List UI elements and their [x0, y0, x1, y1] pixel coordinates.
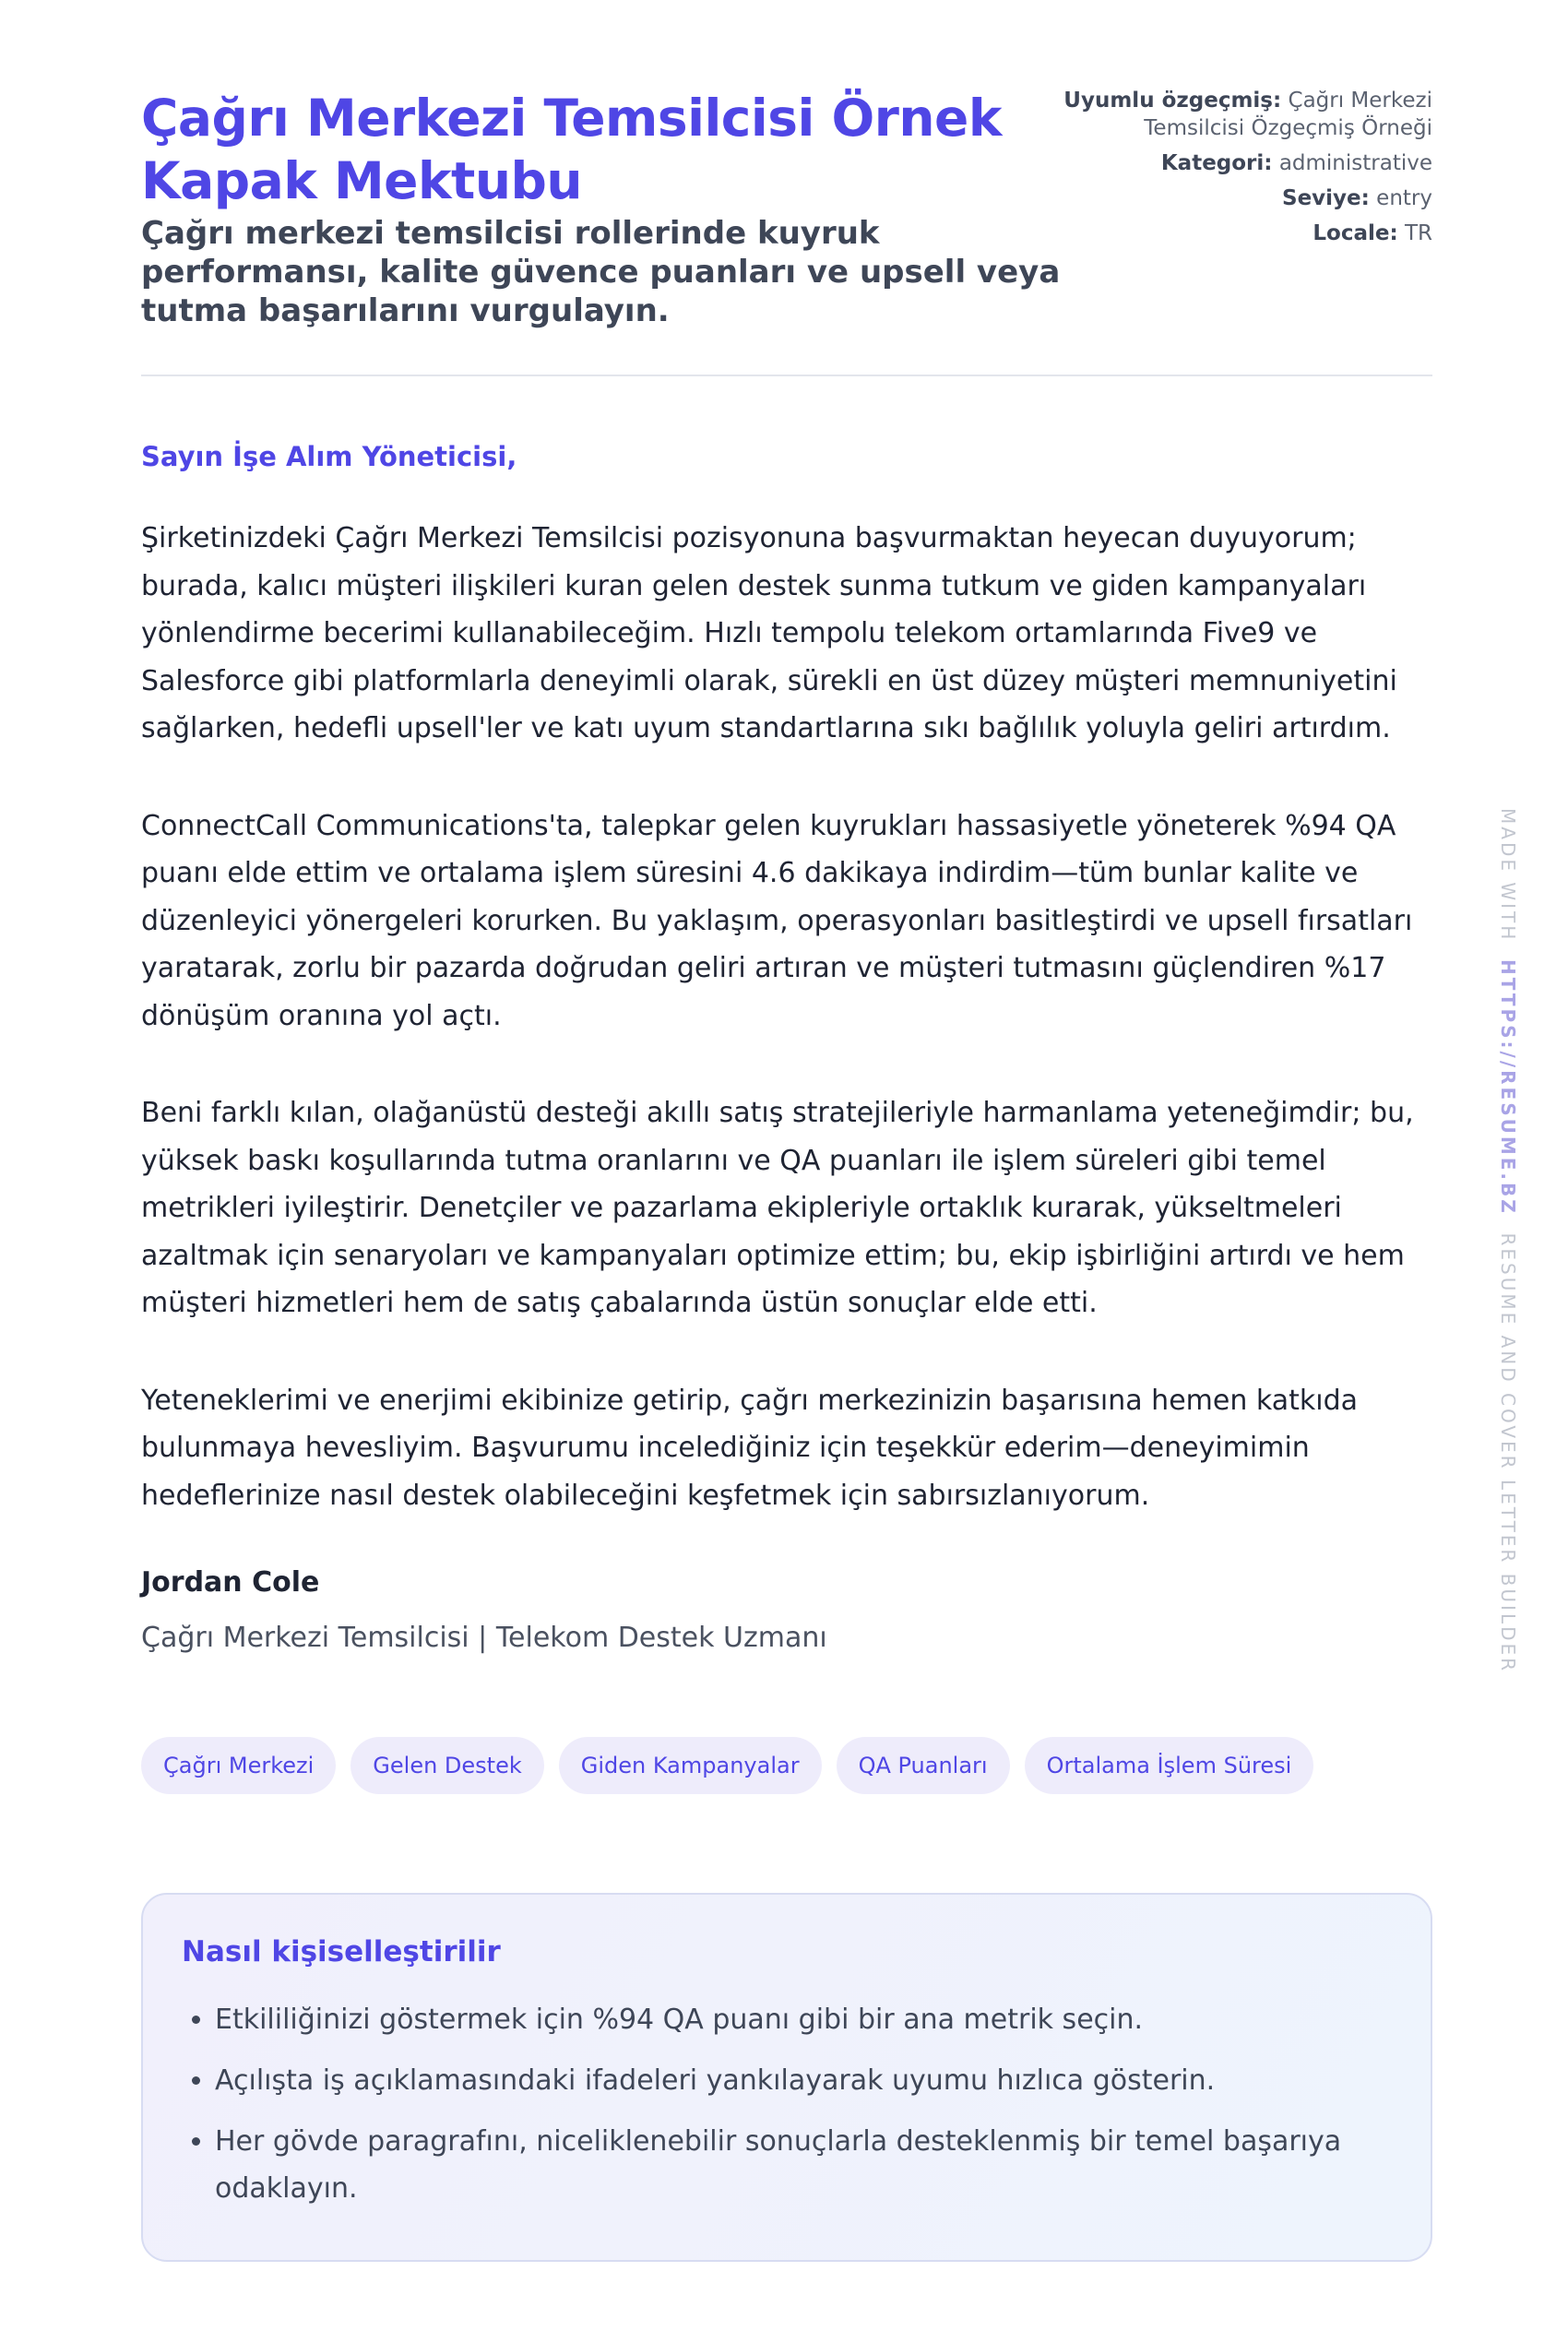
signature-name: Jordan Cole	[141, 1566, 320, 1599]
watermark-suffix: RESUME AND COVER LETTER BUILDER	[1497, 1232, 1519, 1674]
tag-chip: Gelen Destek	[350, 1737, 543, 1794]
tips-title: Nasıl kişiselleştirilir	[182, 1935, 501, 1968]
tag-chip: QA Puanları	[837, 1737, 1010, 1794]
page-subtitle: Çağrı merkezi temsilcisi rollerinde kuyruk performansı, kalite güvence puanları ve upsell veya tutma başarılarını vurgulayın.	[141, 215, 1061, 329]
meta-resume	[1045, 87, 1432, 142]
body-paragraph: Yeteneklerimi ve enerjimi ekibinize getirip, çağrı merkezinizin başarısına hemen katkıda bulunmaya hevesliyim. Başvurumu incelediğiniz için teşekkür ederim—deneyimimin hedeflerinize nasıl destek olabileceğini keşfetmek için sabırsızlanıyorum.	[141, 1384, 1359, 1512]
tip-item: • Açılışta iş açıklamasındaki ifadeleri yankılayarak uyumu hızlıca gösterin.	[215, 2057, 1392, 2104]
page-title: Çağrı Merkezi Temsilcisi Örnek Kapak Mektubu	[141, 89, 1002, 210]
meta-category-value: administrative	[1278, 151, 1432, 175]
cover-letter-page	[141, 0, 1432, 2205]
tip-item: • Etkililiğinizi göstermek için %94 QA puanı gibi bir ana metrik seçin.	[215, 1996, 1392, 2043]
body-paragraph: Şirketinizdeki Çağrı Merkezi Temsilcisi pozisyonuna başvurmaktan heyecan duyuyorum; burada, kalıcı müşteri ilişkileri kuran gelen destek sunma tutkum ve giden kampanyaları yönlendirme becerimi kullanabileceğim. Hızlı tempolu telekom ortamlarında Five9 ve Salesforce gibi platformlarla deneyimli olarak, sürekli en üst düzey müşteri memnuniyetini sağlarken, hedefli upsell'ler ve katı uyum standartlarına sıkı bağlılık yoluyla geliri artırdım.	[141, 522, 1397, 744]
header	[141, 0, 1432, 376]
letter-body	[141, 515, 1432, 1569]
meta-resume-value: Çağrı Merkezi Temsilcisi Özgeçmiş Örneği	[1144, 89, 1432, 140]
meta-level-label: Seviye:	[1282, 186, 1370, 210]
salutation: Sayın İşe Alım Yöneticisi,	[141, 441, 517, 472]
meta-locale-value: TR	[1404, 221, 1432, 245]
meta-resume-label: Uyumlu özgeçmiş:	[1063, 89, 1282, 113]
meta-panel	[1045, 87, 1432, 255]
watermark-prefix: MADE WITH	[1497, 808, 1519, 943]
tag-chip: Çağrı Merkezi	[141, 1737, 336, 1794]
watermark-link[interactable]: HTTPS://RESUME.BZ	[1497, 958, 1519, 1216]
tag-chip: Giden Kampanyalar	[559, 1737, 822, 1794]
meta-level-value: entry	[1376, 186, 1432, 210]
meta-category-label: Kategori:	[1160, 151, 1273, 175]
signature-role: Çağrı Merkezi Temsilcisi | Telekom Destek Uzmanı	[141, 1622, 827, 1654]
body-paragraph: Beni farklı kılan, olağanüstü desteği akıllı satış stratejileriyle harmanlama yeteneğimdir; bu, yüksek baskı koşullarında tutma oranlarını ve QA puanları ile işlem süreleri gibi temel metrikleri iyileştirir. Denetçiler ve pazarlama ekipleriyle ortaklık kurarak, yükseltmeleri azaltmak için senaryoları ve kampanyaları optimize ettim; bu, ekip işbirliğini artırdı ve hem müşteri hizmetleri hem de satış çabalarında üstün sonuçlar elde etti.	[141, 1097, 1414, 1319]
tag-chip: Ortalama İşlem Süresi	[1025, 1737, 1314, 1794]
tip-item: • Her gövde paragrafını, niceliklenebilir sonuçlarla desteklenmiş bir temel başarıya odaklayın.	[215, 2118, 1392, 2212]
watermark-text	[1491, 808, 1519, 1674]
personalization-tips-box	[141, 1893, 1432, 2262]
meta-locale	[1045, 220, 1432, 247]
meta-level	[1045, 184, 1432, 212]
body-paragraph: ConnectCall Communications'ta, talepkar gelen kuyrukları hassasiyetle yöneterek %94 QA puanı elde ettim ve ortalama işlem süresini 4.6 dakikaya indirdim—tüm bunlar kalite ve düzenleyici yönergeleri korurken. Bu yaklaşım, operasyonları basitleştirdi ve upsell fırsatları yaratarak, zorlu bir pazarda doğrudan geliri artıran ve müşteri tutmasını güçlendiren %17 dönüşüm oranına yol açtı.	[141, 809, 1413, 1032]
tips-list	[182, 1996, 1392, 2212]
tag-list	[141, 1737, 1313, 1794]
meta-locale-label: Locale:	[1313, 221, 1398, 245]
meta-category	[1045, 149, 1432, 177]
